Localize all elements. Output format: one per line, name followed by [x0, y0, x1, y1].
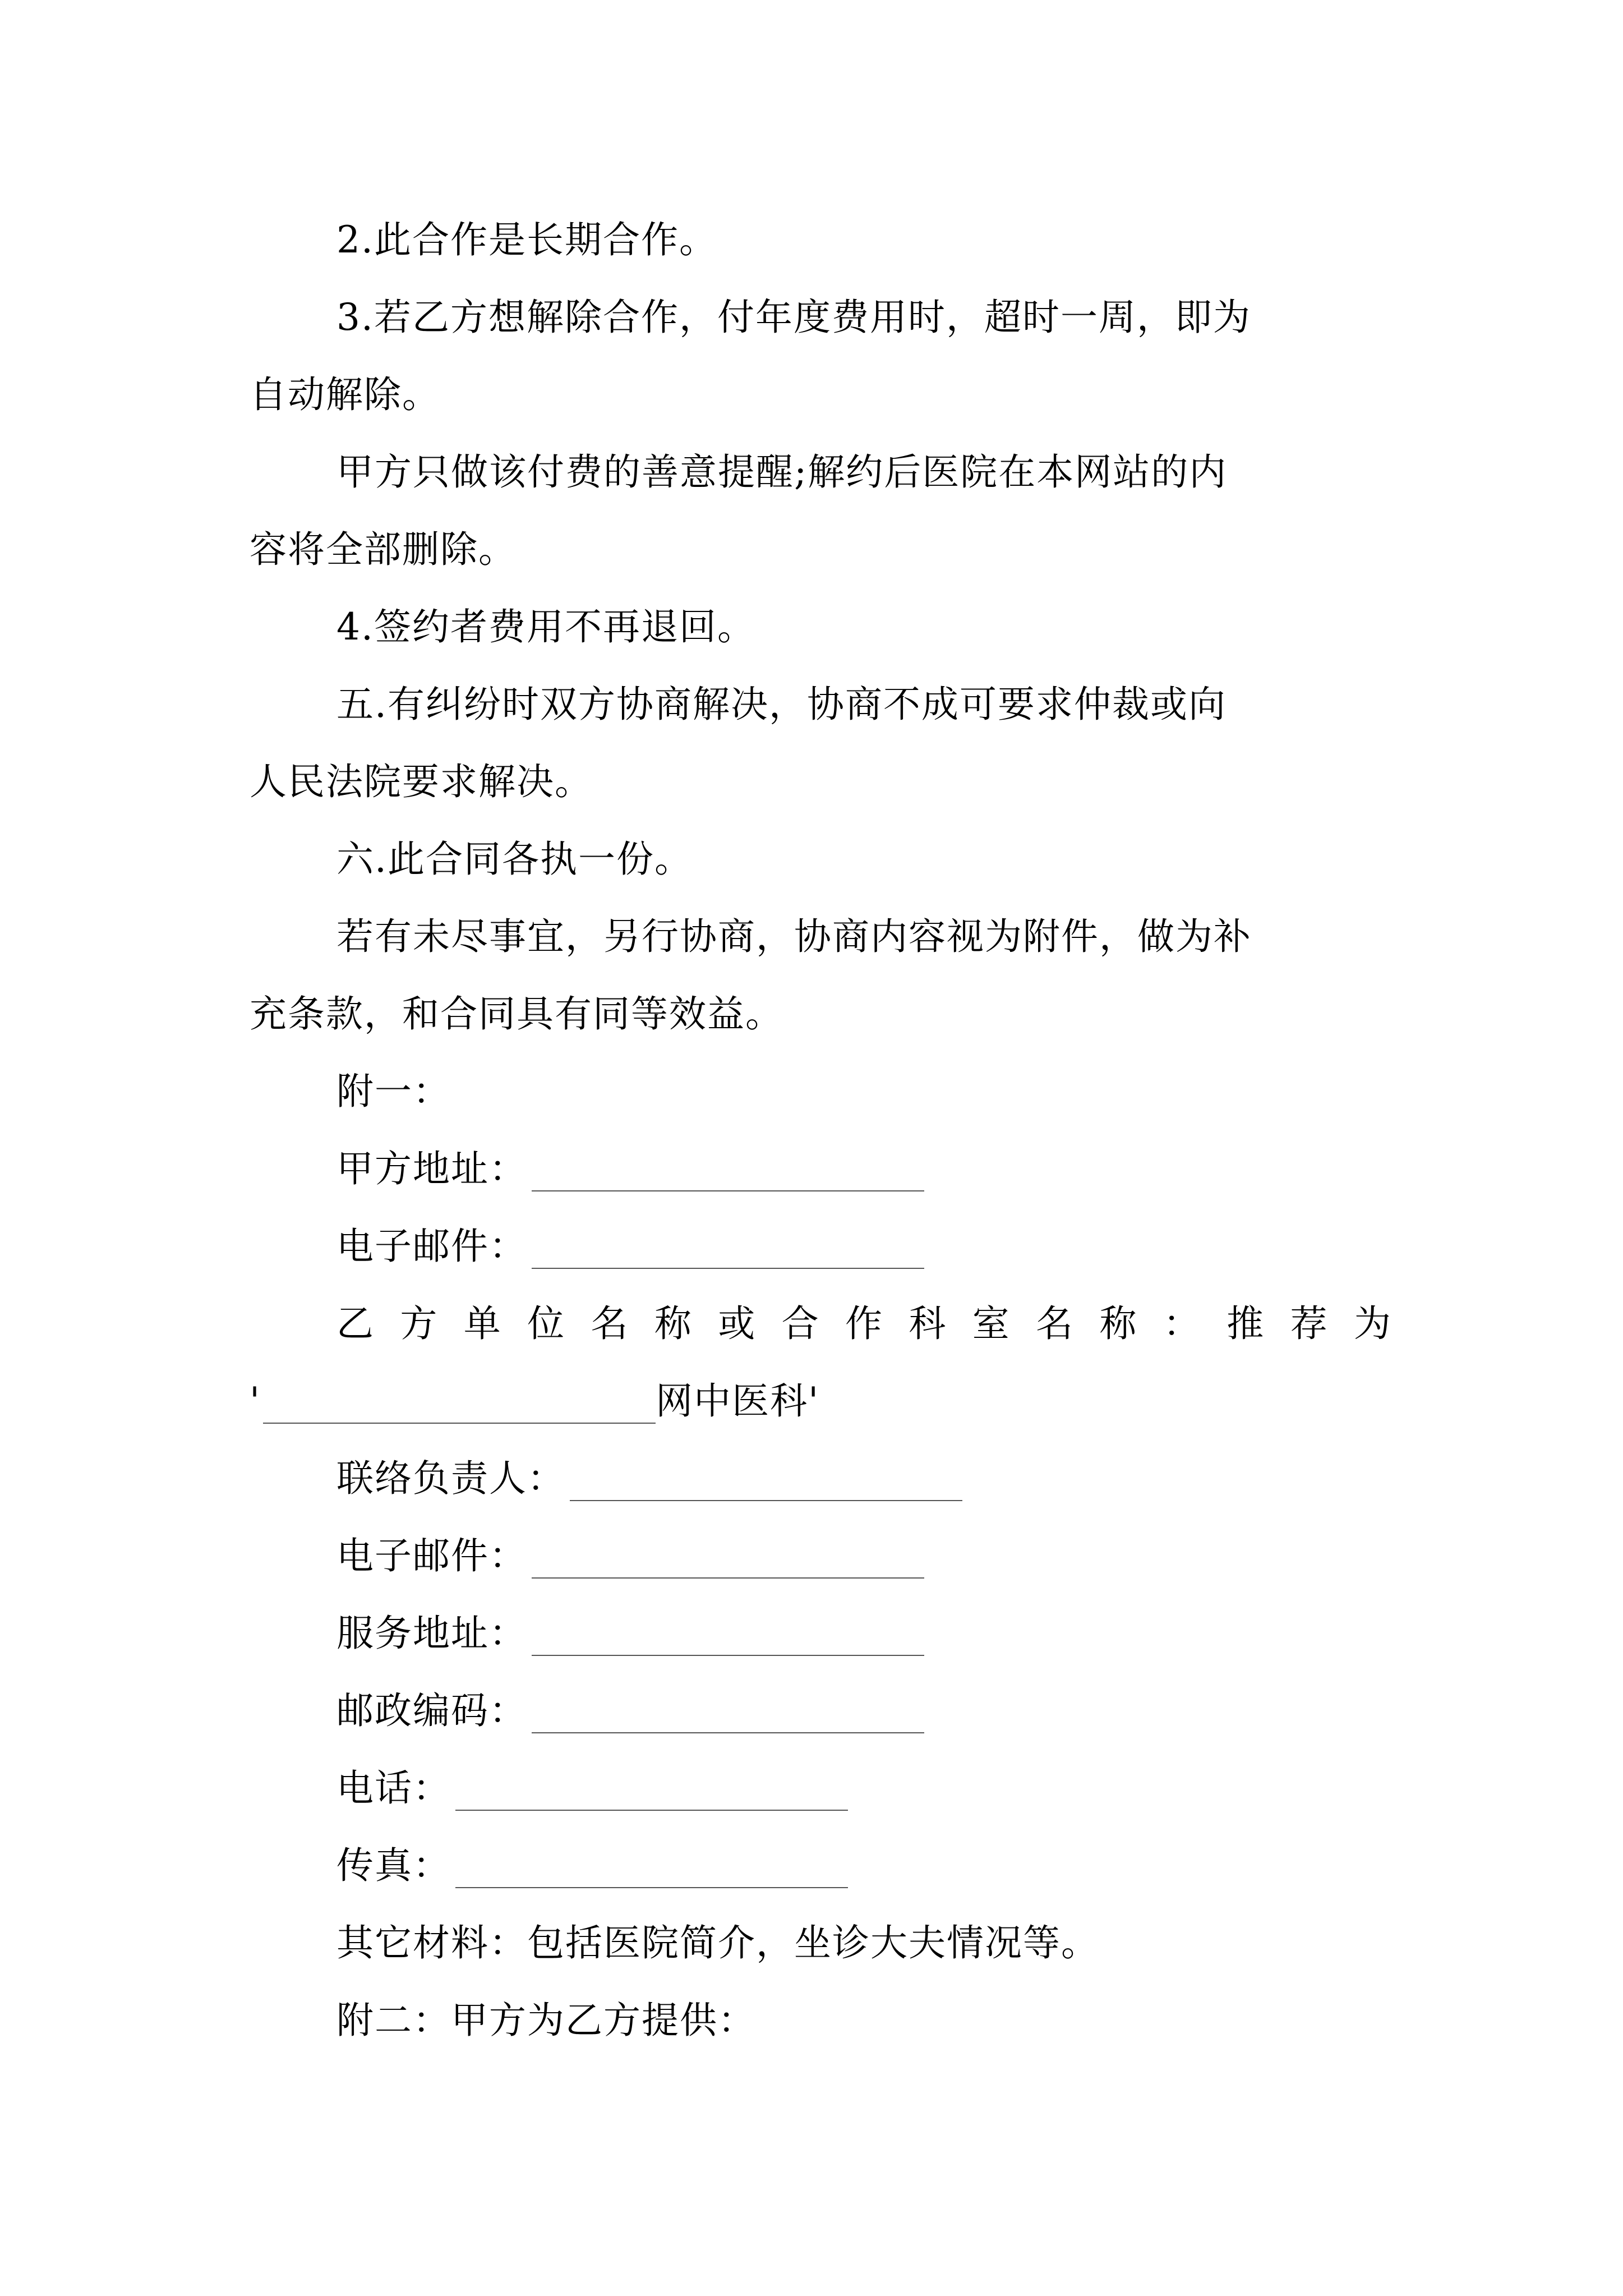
postal-code-blank — [532, 1700, 924, 1733]
party-b-name-char: 科 — [909, 1302, 946, 1345]
contact-person-label: 联络负责人： — [336, 1457, 565, 1500]
party-b-name-char: ： — [1163, 1302, 1200, 1345]
postal-code-label: 邮政编码： — [336, 1689, 527, 1732]
phone-blank — [455, 1777, 848, 1811]
party-b-name-char: 方 — [400, 1302, 437, 1345]
party-b-name-char: 称 — [654, 1302, 691, 1345]
service-address-row — [336, 1611, 924, 1656]
contact-person-blank — [570, 1467, 962, 1501]
party-b-name-char: 合 — [781, 1302, 819, 1345]
service-address-blank — [532, 1622, 924, 1656]
party-b-email-row — [336, 1534, 924, 1579]
supplement-line1: 若有未尽事宜，另行协商，协商内容视为附件，做为补 — [336, 915, 1252, 958]
clause-5-line2: 人民法院要求解决。 — [250, 760, 593, 803]
party-b-email-blank — [532, 1545, 924, 1579]
party-b-name-char: 作 — [845, 1302, 882, 1345]
fax-row — [336, 1843, 848, 1888]
party-b-name-suffix: 网中医科' — [656, 1379, 820, 1423]
party-b-name-char: 或 — [718, 1302, 755, 1345]
party-b-email-label: 电子邮件： — [336, 1534, 527, 1577]
party-a-email-blank — [532, 1235, 924, 1269]
party-a-email-row — [336, 1224, 924, 1269]
party-b-name-blank — [263, 1390, 656, 1424]
party-b-name-char: 称 — [1099, 1302, 1137, 1345]
item-2: 2.此合作是长期合作。 — [336, 218, 717, 261]
contact-person-row — [336, 1456, 962, 1501]
postal-code-row — [336, 1688, 924, 1733]
party-b-name-char: 为 — [1354, 1302, 1391, 1345]
phone-label: 电话： — [336, 1766, 451, 1810]
party-b-name-char: 位 — [527, 1302, 565, 1345]
party-b-name-char: 名 — [591, 1302, 628, 1345]
item-3-line1: 3.若乙方想解除合作，付年度费用时，超时一周，即为 — [336, 296, 1251, 339]
party-b-name-line1 — [336, 1301, 1391, 1346]
fax-label: 传真： — [336, 1844, 451, 1887]
reminder-line2: 容将全部删除。 — [250, 528, 517, 571]
clause-6: 六.此合同各执一份。 — [336, 838, 693, 881]
party-b-name-char: 室 — [972, 1302, 1009, 1345]
party-b-name-char: 荐 — [1290, 1302, 1327, 1345]
party-b-name-line2 — [250, 1379, 819, 1424]
appendix1-heading: 附一： — [336, 1070, 451, 1113]
party-b-name-char: 单 — [463, 1302, 501, 1345]
party-b-name-prefix: ' — [250, 1379, 261, 1423]
party-b-name-char: 推 — [1227, 1302, 1264, 1345]
party-a-email-label: 电子邮件： — [336, 1225, 527, 1268]
item-4: 4.签约者费用不再退回。 — [336, 605, 755, 648]
party-b-name-char: 乙 — [336, 1302, 374, 1345]
reminder-line1: 甲方只做该付费的善意提醒;解约后医院在本网站的内 — [336, 450, 1228, 494]
fax-blank — [455, 1855, 848, 1888]
item-3-line2: 自动解除。 — [250, 373, 440, 416]
party-a-address-label: 甲方地址： — [336, 1147, 527, 1190]
phone-row — [336, 1766, 848, 1811]
other-materials: 其它材料：包括医院简介，坐诊大夫情况等。 — [336, 1921, 1099, 1964]
party-a-address-row — [336, 1147, 924, 1191]
supplement-line2: 充条款，和合同具有同等效益。 — [250, 992, 783, 1036]
party-b-name-char: 名 — [1036, 1302, 1073, 1345]
appendix2-heading: 附二：甲方为乙方提供： — [336, 1999, 756, 2042]
service-address-label: 服务地址： — [336, 1612, 527, 1655]
party-a-address-blank — [532, 1158, 924, 1191]
clause-5-line1: 五.有纠纷时双方协商解决，协商不成可要求仲裁或向 — [336, 683, 1227, 726]
